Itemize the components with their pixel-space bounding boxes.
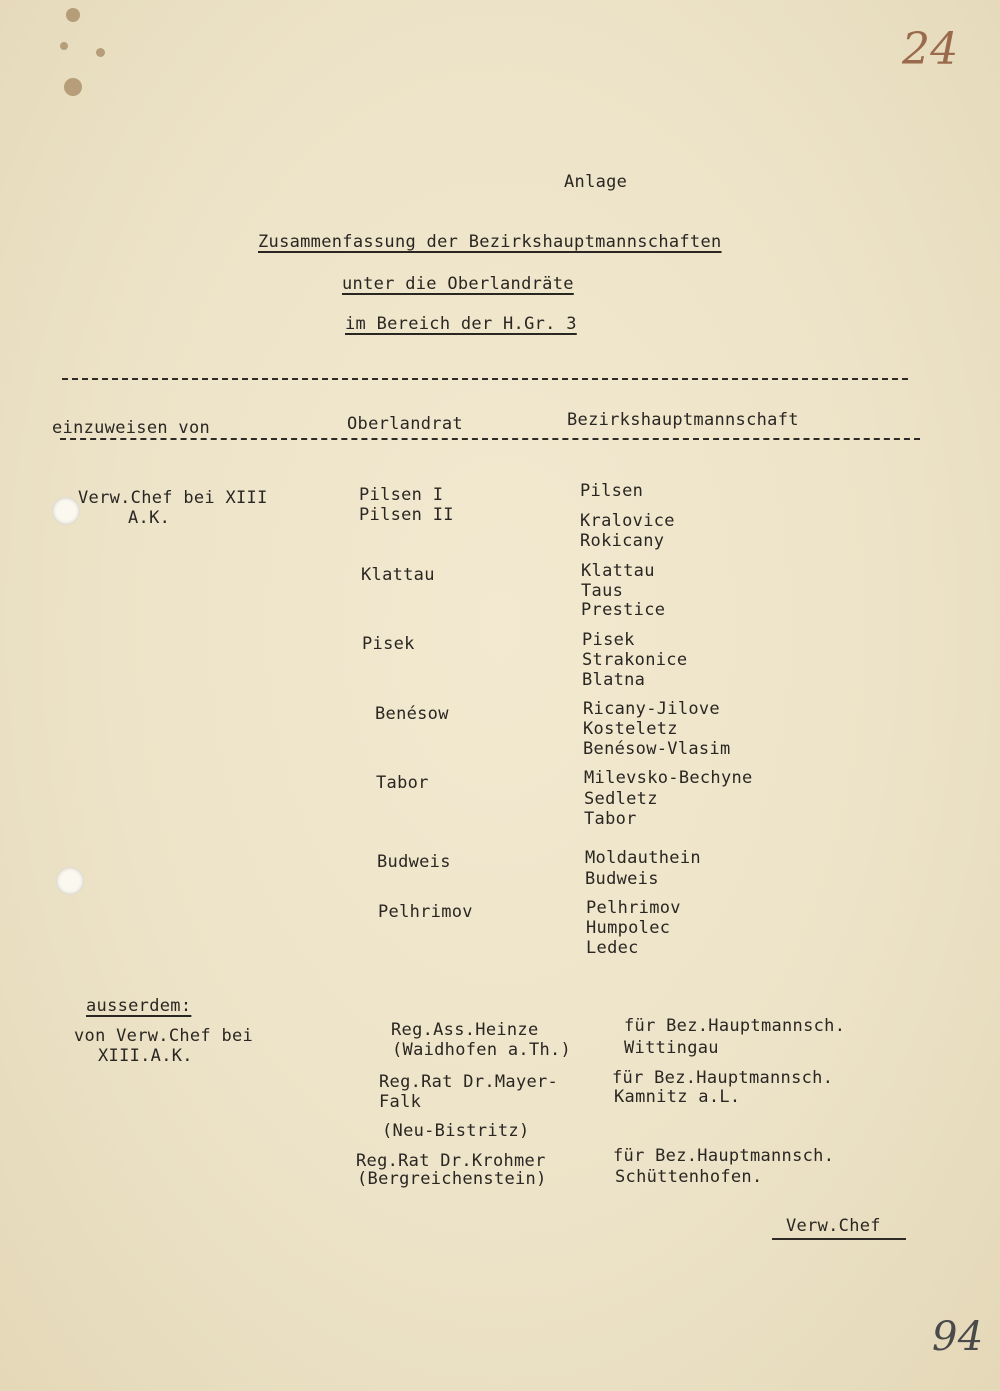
signature-underline: [772, 1238, 906, 1240]
bezirk-cell: Pilsen: [580, 481, 644, 501]
bezirk-cell: Strakonice: [582, 650, 688, 670]
col-header-bezirk: Bezirkshauptmannschaft: [567, 410, 799, 430]
bezirk-cell: Tabor: [584, 809, 637, 829]
oberlandrat-cell: Pisek: [362, 634, 415, 654]
person-cell: Reg.Ass.Heinze: [391, 1020, 539, 1040]
punch-hole: [52, 497, 80, 525]
bezirk-cell: Rokicany: [580, 531, 665, 551]
oberlandrat-cell: Pilsen II: [359, 505, 454, 525]
person-cell: (Waidhofen a.Th.): [392, 1040, 572, 1060]
target-cell: Wittingau: [624, 1038, 719, 1058]
ausserdem-label: ausserdem:: [86, 996, 192, 1016]
oberlandrat-cell: Tabor: [376, 773, 429, 793]
source-main-2: A.K.: [128, 508, 171, 528]
bezirk-cell: Pisek: [582, 630, 635, 650]
ink-stain: [96, 48, 105, 57]
target-cell: Schüttenhofen.: [615, 1167, 763, 1187]
ink-stain: [60, 42, 68, 50]
title-line-2: unter die Oberlandräte: [342, 274, 574, 294]
person-cell: Falk: [379, 1092, 422, 1112]
oberlandrat-cell: Klattau: [361, 565, 435, 585]
col-header-source: einzuweisen von: [52, 418, 211, 438]
bezirk-cell: Ledec: [586, 938, 639, 958]
header-rule-top: [62, 378, 908, 380]
bezirk-cell: Moldauthein: [585, 848, 701, 868]
bezirk-cell: Ricany-Jilove: [583, 699, 720, 719]
bezirk-cell: Kosteletz: [583, 719, 678, 739]
target-cell: Kamnitz a.L.: [614, 1087, 741, 1107]
bezirk-cell: Blatna: [582, 670, 646, 690]
title-line-1: Zusammenfassung der Bezirkshauptmannschaften: [258, 232, 722, 252]
anlage-label: Anlage: [564, 172, 628, 192]
punch-hole: [56, 867, 84, 895]
oberlandrat-cell: Benésow: [375, 704, 449, 724]
ink-stain: [66, 8, 80, 22]
person-cell: (Neu-Bistritz): [382, 1121, 530, 1141]
bezirk-cell: Kralovice: [580, 511, 675, 531]
source-extra-2: XIII.A.K.: [98, 1046, 193, 1066]
col-header-oberlandrat: Oberlandrat: [347, 414, 463, 434]
source-main-1: Verw.Chef bei XIII: [78, 488, 268, 508]
oberlandrat-cell: Pilsen I: [359, 485, 444, 505]
target-cell: für Bez.Hauptmannsch.: [613, 1146, 835, 1166]
bezirk-cell: Milevsko-Bechyne: [584, 768, 753, 788]
bezirk-cell: Taus: [581, 581, 624, 601]
bezirk-cell: Klattau: [581, 561, 655, 581]
person-cell: Reg.Rat Dr.Mayer-: [379, 1072, 559, 1092]
oberlandrat-cell: Pelhrimov: [378, 902, 473, 922]
signature: Verw.Chef: [786, 1216, 881, 1236]
bezirk-cell: Benésow-Vlasim: [583, 739, 731, 759]
bezirk-cell: Humpolec: [586, 918, 671, 938]
ink-stain: [64, 78, 82, 96]
person-cell: (Bergreichenstein): [357, 1169, 547, 1189]
target-cell: für Bez.Hauptmannsch.: [624, 1016, 846, 1036]
bezirk-cell: Pelhrimov: [586, 898, 681, 918]
oberlandrat-cell: Budweis: [377, 852, 451, 872]
header-rule-bottom: [60, 438, 920, 440]
title-line-3: im Bereich der H.Gr. 3: [345, 314, 577, 334]
bezirk-cell: Budweis: [585, 869, 659, 889]
source-extra-1: von Verw.Chef bei: [74, 1026, 254, 1046]
bezirk-cell: Sedletz: [584, 789, 658, 809]
bezirk-cell: Prestice: [581, 600, 666, 620]
page-number-bottom: 94: [932, 1314, 984, 1360]
person-cell: Reg.Rat Dr.Krohmer: [356, 1151, 546, 1171]
page-number-top: 24: [902, 24, 959, 75]
target-cell: für Bez.Hauptmannsch.: [612, 1068, 834, 1088]
